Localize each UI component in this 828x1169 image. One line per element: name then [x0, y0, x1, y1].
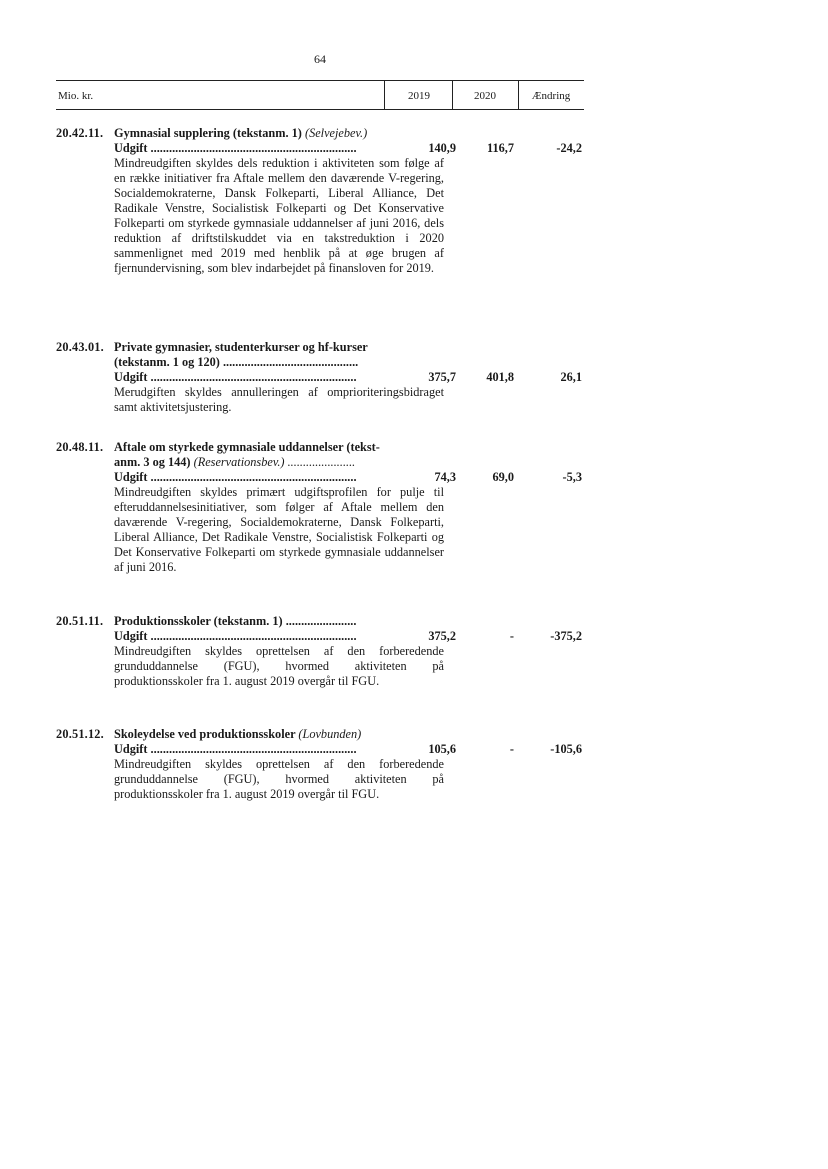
- unit-label: Mio. kr.: [58, 90, 94, 102]
- entry-description: Mindreudgiften skyldes oprettelsen af den forberedende grunduddannelse (FGU), hvormed aktiviteten på produktionsskoler fra 1. august 2019 overgår til FGU.: [114, 644, 444, 688]
- value-2019: 140,9: [428, 141, 456, 155]
- entry-title-line2: anm. 3 og 144) (Reservationsbev.) ......................: [114, 455, 356, 469]
- value-change: -375,2: [550, 629, 582, 643]
- account-code: 20.43.01.: [56, 340, 104, 354]
- entry-title: Gymnasial supplering (tekstanm. 1) (Selvejebev.): [114, 126, 368, 140]
- account-code: 20.48.11.: [56, 440, 104, 454]
- header-change: Ændring: [531, 90, 571, 102]
- value-2020: 116,7: [487, 141, 514, 155]
- udgift-label: Udgift ...................................................................: [114, 370, 357, 384]
- page-number: 64: [314, 52, 326, 66]
- entry-title: Aftale om styrkede gymnasiale uddannelser (tekst-: [114, 440, 380, 454]
- udgift-label: Udgift ...................................................................: [114, 470, 357, 484]
- value-2019: 74,3: [434, 470, 456, 484]
- column-divider: [384, 81, 385, 109]
- entry-description: Mindreudgiften skyldes oprettelsen af den forberedende grunduddannelse (FGU), hvormed aktiviteten på produktionsskoler fra 1. august 2019 overgår til FGU.: [114, 757, 444, 801]
- value-2019: 105,6: [428, 742, 456, 756]
- entry-description: Mindreudgiften skyldes dels reduktion i aktiviteten som følge af en række initiativer fra Aftale mellem den daværende V-regering, Socialdemokraterne, Dansk Folkeparti, Liberal Alliance, Det Radikale Venstre, Socialistisk Folkeparti og Det Konservative Folkeparti om styrkede gymnasiale uddannelser af juni 2016, dels reduktion af driftstilskuddet via en takstreduktion i 2020 sammenlignet med 2019 med henblik på at øge brugen af fjernundervisning, som blev indarbejdet på finansloven for 2019.: [114, 156, 444, 275]
- account-code: 20.42.11.: [56, 126, 104, 140]
- entry-title: Private gymnasier, studenterkurser og hf-kurser: [114, 340, 368, 354]
- entry-title-line2: (tekstanm. 1 og 120) ............................................: [114, 355, 359, 369]
- udgift-label: Udgift ...................................................................: [114, 141, 357, 155]
- value-2020: -: [509, 742, 514, 756]
- entry-description: Mindreudgiften skyldes primært udgiftsprofilen for pulje til efteruddannelsesinitiativer, som følger af Aftale mellem den daværende V-regering, Socialdemokraterne, Dansk Folkeparti, Liberal Alliance, Det Radikale Venstre, Socialistisk Folkeparti og Det Konservative Folkeparti om styrkede gymnasiale uddannelser af juni 2016.: [114, 485, 444, 574]
- header-2019: 2019: [408, 90, 430, 102]
- udgift-label: Udgift ...................................................................: [114, 742, 357, 756]
- entry-title: Skoleydelse ved produktionsskoler (Lovbunden): [114, 727, 362, 741]
- table-header: [56, 80, 584, 110]
- value-2020: -: [509, 629, 514, 643]
- value-change: 26,1: [560, 370, 582, 384]
- value-change: -5,3: [562, 470, 582, 484]
- header-2020: 2020: [474, 90, 496, 102]
- value-change: -105,6: [550, 742, 582, 756]
- udgift-label: Udgift ...................................................................: [114, 629, 357, 643]
- entry-description: Merudgiften skyldes annulleringen af omprioriteringsbidraget samt aktivitetsjustering.: [114, 385, 444, 414]
- account-code: 20.51.12.: [56, 727, 104, 741]
- entry-title: Produktionsskoler (tekstanm. 1) .......................: [114, 614, 357, 628]
- value-2019: 375,2: [428, 629, 456, 643]
- value-change: -24,2: [556, 141, 582, 155]
- value-2020: 401,8: [486, 370, 514, 384]
- value-2020: 69,0: [492, 470, 514, 484]
- value-2019: 375,7: [428, 370, 456, 384]
- account-code: 20.51.11.: [56, 614, 104, 628]
